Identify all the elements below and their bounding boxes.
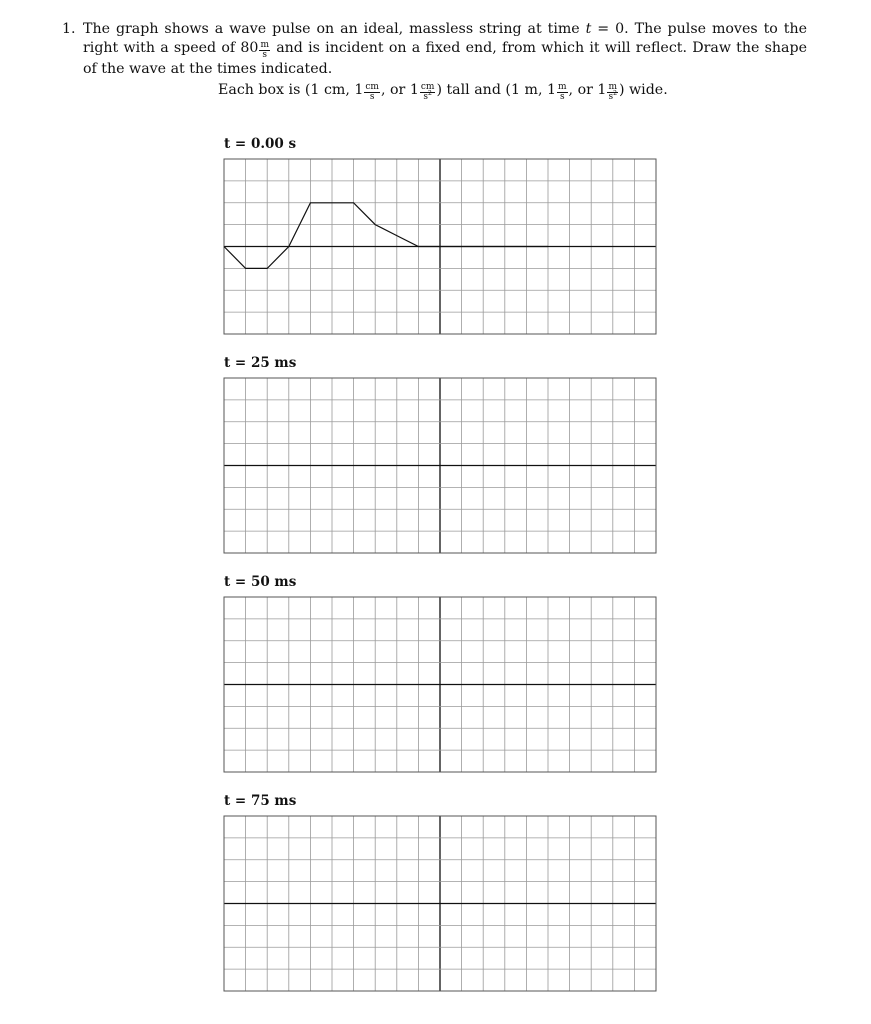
graph-label-0: t = 0.00 s <box>224 136 297 152</box>
speed-unit: $\frac{m}{s}$ <box>260 39 269 60</box>
graph-3[interactable] <box>224 816 656 991</box>
graph-label-1: t = 25 ms <box>224 355 297 371</box>
graph-label-3: t = 75 ms <box>224 793 297 809</box>
graph-label-2: t = 50 ms <box>224 574 297 590</box>
graph-2[interactable] <box>224 597 656 772</box>
graph-0[interactable] <box>224 159 656 334</box>
problem-text: The graph shows a wave pulse on an ideal, massless string at time t = 0. The pulse moves to the right with a speed of 80 $\frac{m}{s}$ and is incident on a fixed end, from which it will reflect. Draw the shape of the wave at the times indicated. <box>83 21 807 77</box>
scale-note: Each box is (1 cm, 1 $\frac{cm}{s}$ , or 1 $\frac{cm}{s^2}$ ) tall and (1 m, 1 $\frac{m}{s}$ , or 1 $\frac{m}{s^2}$ ) wide. <box>218 81 668 102</box>
graph-1[interactable] <box>224 378 656 553</box>
wave-pulse <box>224 203 548 269</box>
problem-number: 1. <box>62 21 76 37</box>
